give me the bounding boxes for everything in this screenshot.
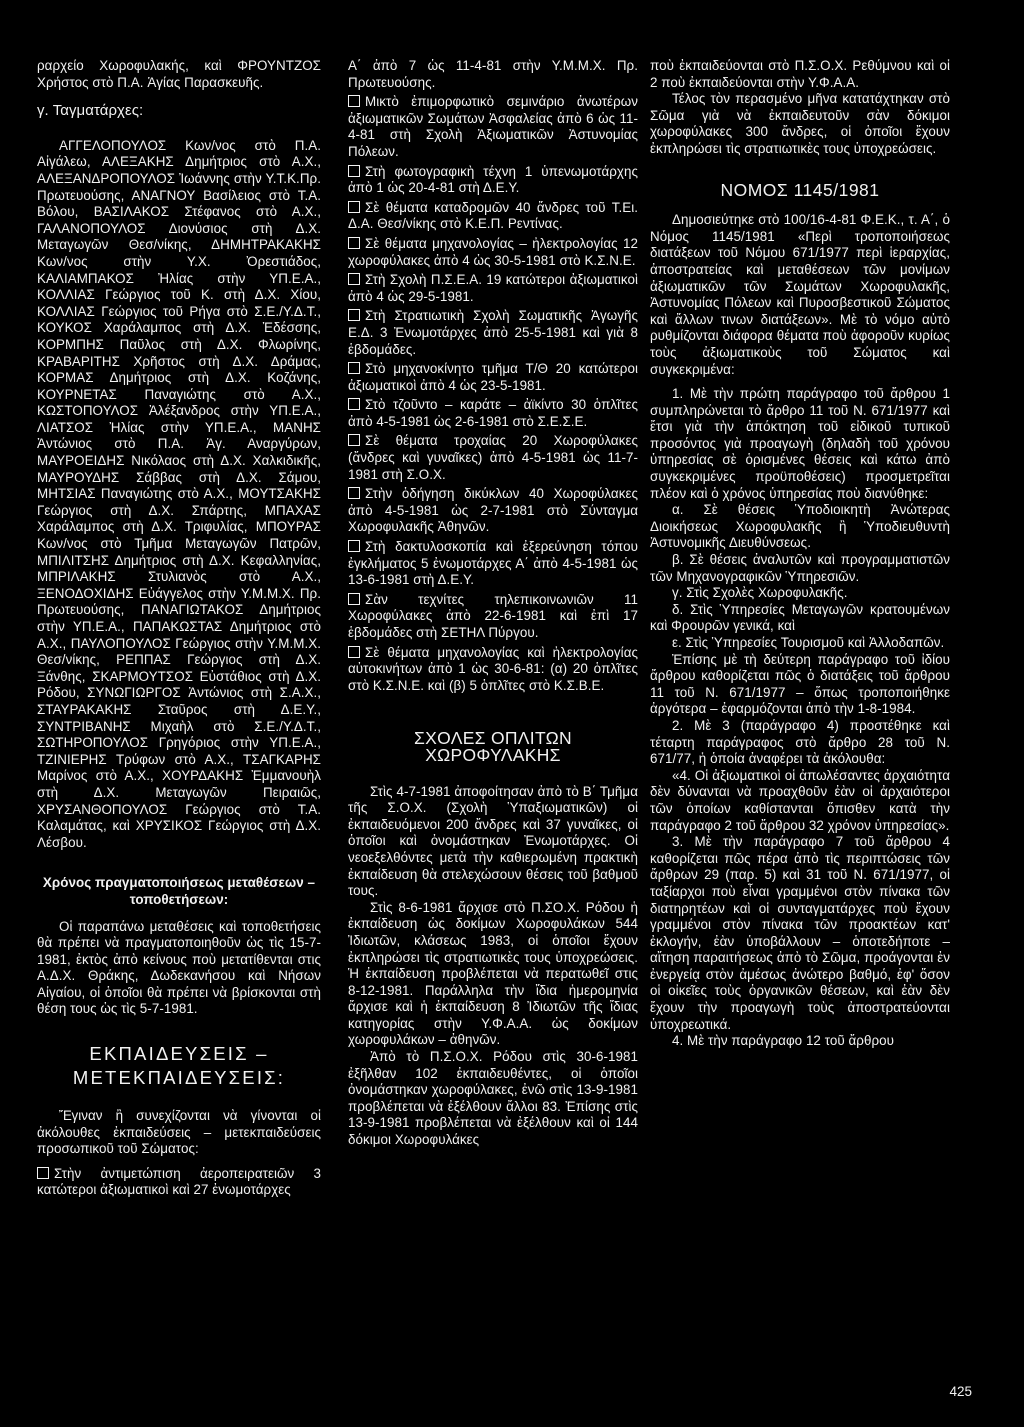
law-item-e: ε. Στὶς Ὑπηρεσίες Τουρισμοῦ καὶ Ἀλλοδαπῶν. [672,635,945,650]
subheading-majors: γ. Ταγματάρχες: [37,102,144,120]
checkbox-square-icon [348,646,360,658]
page-number: 425 [949,1384,972,1399]
checkbox-square-icon [37,1167,49,1179]
checkbox-square-icon [348,273,360,285]
bullet-item: Στὴ Στρατιωτικὴ Σχολὴ Σωματικῆς Ἀγωγῆς Ε.Δ. 3 Ἐνωμοτάρχες ἀπὸ 25-5-1981 καὶ γιὰ 8 ἑβδομάδες. [348,308,638,357]
checkbox-square-icon [348,398,360,410]
law-item-c: γ. Στὶς Σχολὲς Χωροφυλακῆς. [672,585,848,601]
section-heading-law: ΝΟΜΟΣ 1145/1981 [720,179,880,200]
section-heading-schools: ΣΧΟΛΕΣ ΟΠΛΙΤΩΝ ΧΩΡΟΦΥΛΑΚΗΣ [414,728,572,765]
bullet-item: Σὲ θέματα τροχαίας 20 Χωροφύλακες (ἄνδρες καὶ γυναῖκες) ἀπὸ 4-5-1981 ὡς 11-7-1981 στὴ Σ.Ο.Χ. [348,433,638,482]
bullet-item: Μικτὸ ἐπιμορφωτικὸ σεμινάριο ἀνωτέρων ἀξιωματικῶν Σωμάτων Ἀσφαλείας ἀπὸ 6 ὡς 11-4-81 στὴ Σχολὴ Ἀξιωματικῶν Ἀστυνομίας Πόλεων. [348,94,638,159]
checkbox-square-icon [348,309,360,321]
continuation-paragraph: ποὺ ἐκπαιδεύονται στὸ Π.Σ.Ο.Χ. Ρεθύμνου καὶ οἱ 2 ποὺ ἐκπαιδεύονται στὴν Υ.Φ.Α.Α. [650,58,950,90]
section-heading-timing: Χρόνος πραγματοποιήσεως μεταθέσεων – τοποθετήσεων: [42,875,316,907]
law-paragraph-6: 3. Μὲ τὴν παράγραφο 7 τοῦ ἄρθρου 4 καθορίζεται πῶς πέρα ἀπὸ τὶς περιπτώσεις τῶν ἄρθρων 29 (παρ. 5) καὶ 31 τοῦ Ν. 671/1977, οἱ ταξίαρχοι ποὺ εἶναι γραμμένοι στὸν πίνακα τῶν διατηρητέων καὶ οἱ συνταγματάρχες ποὺ ἔχουν γραμμένοι στὸν πίνακα τῶν προακτέων κατ' ἐκλογήν, ἐὰν ὑποβάλλουν – ὁποτεδήποτε – αἴτηση παραιτήσεως ἀπὸ τὸ Σῶμα, προάγονται ἐν ἐνεργείᾳ στὸν ἀμέσως ἀνώτερο βαθμό, ἐφ' ὅσον οἱ οἰκεῖες τοὺς ὀργανικῶν θέσεων, καὶ ἐὰν δὲν ἔχουν τὴν προαγωγὴ τοὺς ἀποστρατεύονται ὑποχρεωτικά. [650,834,950,1032]
checkbox-square-icon [348,165,360,177]
transfers-list: ΑΓΓΕΛΟΠΟΥΛΟΣ Κων/νος στὸ Π.Α. Αἰγάλεω, ΑΛΕΞΑΚΗΣ Δημήτριος στὸ Α.Χ., ΑΛΕΞΑΝΔΡΟΠΟΥΛΟΣ Ἰωάννης στὴν Υ.Τ.Κ.Πρ. Πρωτευούσης, ΑΝΑΓΝΟΥ Βασίλειος στὸ Τ.Α. Βόλου, ΒΑΣΙΛΑΚΟΣ Στέφανος στὸ Α.Χ., ΓΑΛΑΝΟΠΟΥΛΟΣ Διονύσιος στὴ Δ.Χ. Μεταγωγῶν Θεσ/νίκης, ΔΗΜΗΤΡΑΚΑΚΗΣ Κων/νος στὴν Υ.Χ. Ὀρεστιάδος, ΚΑΛΙΑΜΠΑΚΟΣ Ἠλίας στὴν ΥΠ.Ε.Α., ΚΟΛΛΙΑΣ Γεώργιος τοῦ Κ. στὴ Δ.Χ. Χίου, ΚΟΛΛΙΑΣ Γεώργιος τοῦ Ρήγα στὸ Σ.Ε./Υ.Δ.Τ., ΚΟΥΚΟΣ Χαράλαμπος στὴ Δ.Χ. Ἐδέσσης, ΚΟΡΜΠΗΣ Παῦλος στὴ Δ.Χ. Φλωρίνης, ΚΡΑΒΑΡΙΤΗΣ Χρῆστος στὴ Δ.Χ. Δράμας, ΚΟΡΜΑΣ Δημήτριος στὴ Δ.Χ. Κοζάνης, ΚΟΥΡΝΕΤΑΣ Παναγιώτης στὸ Α.Χ., ΚΩΣΤΟΠΟΥΛΟΣ Ἀλέξανδρος στὴν ΥΠ.Ε.Α., ΛΙΑΤΣΟΣ Ἠλίας στὴν ΥΠ.Ε.Α., ΜΑΝΗΣ Ἀντώνιος στὸ Π.Α. Ἁγ. Αναργύρων, ΜΑΥΡΟΕΙΔΗΣ Νικόλαος στὴ Δ.Χ. Χαλκιδικῆς, ΜΑΥΡΟΥΔΗΣ Σάββας στὴ Δ.Χ. Σάμου, ΜΗΤΣΙΑΣ Παναγιώτης στὸ Α.Χ., ΜΟΥΤΣΑΚΗΣ Γεώργιος στὴ Δ.Χ. Σπάρτης, ΜΠΑΧΑΣ Χαράλαμπος στὴ Δ.Χ. Τριφυλίας, ΜΠΟΥΡΑΣ Κων/νος στὸ Τμῆμα Μεταγωγῶν Πατρῶν, ΜΠΙΛΙΤΣΗΣ Δημήτριος στὴ Δ.Χ. Κεφαλληνίας, ΜΠΡΙΛΑΚΗΣ Στυλιανὸς στὸ Α.Χ., ΞΕΝΟΔΟΧΙΔΗΣ Εὐάγγελος στὴν Υ.Μ.Μ.Χ. Πρ. Πρωτευούσης, ΠΑΝΑΓΙΩΤΑΚΟΣ Δημήτριος στὴν ΥΠ.Ε.Α., ΠΑΠΑΚΩΣΤΑΣ Δημήτριος στὸ Α.Χ., ΠΑΥΛΟΠΟΥΛΟΣ Γεώργιος στὴν Υ.Μ.Μ.Χ. Θεσ/νίκης, ΡΕΠΠΑΣ Γεώργιος στὴ Δ.Χ. Ξάνθης, ΣΚΑΡΜΟΥΤΣΟΣ Εὐστάθιος στὴ Δ.Χ. Ρόδου, ΣΥΝΩΓΙΩΡΓΟΣ Ἀντώνιος στὴ Σ.Α.Χ., ΣΤΑΥΡΑΚΑΚΗΣ Σταῦρος στὴ Δ.Ε.Υ., ΣΥΝΤΡΙΒΑΝΗΣ Μιχαὴλ στὸ Σ.Ε./Υ.Δ.Τ., ΣΩΤΗΡΟΠΟΥΛΟΣ Γρηγόριος στὴν ΥΠ.Ε.Α., ΤΖΙΝΙΕΡΗΣ Τρύφων στὸ Α.Χ., ΤΣΑΓΚΑΡΗΣ Μαρίνος στὸ Α.Χ., ΧΟΥΡΔΑΚΗΣ Ἐμμανουὴλ στὴ Δ.Χ. Μεταγωγῶν Πειραιῶς, ΧΡΥΣΑΝΘΟΠΟΥΛΟΣ Γεώργιος στὸ Τ.Α. Καλαμάτας, καὶ ΧΡΥΣΙΚΟΣ Γεώργιος στὴ Δ.Χ. Λέσβου. [37,137,321,850]
bullet-item: Στὴν ἀντιμετώπιση ἀεροπειρατειῶν 3 κατώτεροι ἀξιωματικοὶ καὶ 27 ἐνωμοτάρχες [37,1165,321,1198]
column-middle [348,58,638,1149]
law-paragraph-4: 2. Μὲ 3 (παράγραφο 4) προστέθηκε καὶ τέταρτη παράγραφος στὸ ἄρθρο 28 τοῦ Ν. 671/77, ἡ ὁποία ἀναφέρει τὰ ἀκόλουθα: [650,717,950,767]
law-paragraph-2: 1. Μὲ τὴν πρώτη παράγραφο τοῦ ἄρθρου 1 συμπληρώνεται τὸ ἄρθρο 11 τοῦ Ν. 671/1977 καὶ ἔτσι γιὰ τὴν ἀπόκτηση τοῦ εἰδικοῦ τυπικοῦ προσόντος γιὰ προαγωγὴ (δηλαδὴ τοῦ χρόνου ὑπηρεσίας σὲ ὁρισμένες θέσεις καὶ κάτω ἀπὸ συγκεκριμένες προϋποθέσεις) προσμετρεῖται πλέον καὶ ὁ χρόνος ὑπηρεσίας ποὺ διανύθηκε: [650,386,950,501]
bullet-item: Σὲ θέματα μηχανολογίας καὶ ἠλεκτρολογίας αὐτοκινήτων ἀπὸ 1 ὡς 30-6-81: (α) 20 ὁπλῖτες στὸ Κ.Σ.Ν.Ε. καὶ (β) 5 ὁπλῖτες στὸ Κ.Σ.Β.Ε. [348,644,638,693]
law-paragraph-3: Ἐπίσης μὲ τὴ δεύτερη παράγραφο τοῦ ἰδίου ἄρθρου καθορίζεται πῶς ὁ διατάξεις τοῦ ἄρθρου 11 τοῦ Ν. 671/1977 – ὅπως τροποποιήθηκε ἀργότερα – ἐφαρμόζονται ἀπὸ τὴν 1-8-1984. [650,651,950,717]
law-item-d: δ. Στὶς Ὑπηρεσίες Μεταγωγῶν κρατουμένων καὶ Φρουρῶν γενικά, καὶ [650,601,950,634]
bullet-item: Σὲ θέματα μηχανολογίας – ἠλεκτρολογίας 12 χωροφύλακες ἀπὸ 4 ὡς 30-5-1981 στὸ Κ.Σ.Ν.Ε. [348,235,638,268]
timing-paragraph: Οἱ παραπάνω μεταθέσεις καὶ τοποθετήσεις θὰ πρέπει νὰ πραγματοποιηθοῦν ὡς τὶς 15-7-1981, ἐκτὸς ἀπὸ κείνους ποὺ μετατίθενται στις Α.Δ.Χ. Θράκης, Δωδεκανήσου καὶ Νήσων Αἰγαίου, οἱ ὁποῖοι θὰ πρέπει νὰ βρίσκονται στὴ θέση τους ὡς τὶς 5-7-1981. [37,918,321,1017]
law-item-a: α. Σὲ θέσεις Ὑποδιοικητὴ Ἀνώτερας Διοικήσεως Χωροφυλακῆς ἢ Ὑποδιευθυντὴ Ἀστυνομικῆς Διευθύνσεως. [650,502,950,551]
law-item-b: β. Σὲ θέσεις ἀναλυτῶν καὶ προγραμματιστῶν τῶν Μηχανογραφικῶν Ὑπηρεσιῶν. [650,552,950,584]
schools-paragraph-3: Ἀπὸ τὸ Π.Σ.Ο.Χ. Ρόδου στὶς 30-6-1981 ἐξῆλθαν 102 ἐκπαιδευθέντες, οἱ ὁποῖοι ὀνομάστηκαν χωροφύλακες, ἐνῶ στὶς 13-9-1981 προβλέπεται νὰ ἐξέλθουν ἄλλοι 83. Ἐπίσης στὶς 13-9-1981 προβλέπεται νὰ ἐξέλθουν καὶ οἱ 144 δόκιμοι Χωροφυλάκες [348,1049,638,1148]
checkbox-square-icon [348,95,360,107]
bullet-item: Στὴ φωτογραφικὴ τέχνη 1 ὑπενωμοτάρχης ἀπὸ 1 ὡς 20-4-81 στὴ Δ.Ε.Υ. [348,163,638,196]
continuation-paragraph: Α΄ ἀπὸ 7 ὡς 11-4-81 στὴν Υ.Μ.Μ.Χ. Πρ. Πρωτευούσης. [348,58,638,90]
schools-paragraph-2: Στὶς 8-6-1981 ἄρχισε στὸ Π.ΣΟ.Χ. Ρόδου ἡ ἐκπαίδευση ὡς δοκίμων Χωροφυλάκων 544 Ἰδιωτῶν, κλάσεως 1983, οἱ ὁποῖοι ἔχουν ἐκπληρώσει τὶς στρατιωτικὲς τους ὑποχρεώσεις. Ἡ ἐκπαίδευση προβλέπεται νὰ περατωθεῖ στις 8-12-1981. Παράλληλα τὴν ἴδια ἡμερομηνία ἄρχισε καὶ ἡ ἐκπαίδευση 8 Ἰδιωτῶν τῆς ἴδιας κατηγορίας στὴν Υ.Φ.Α.Α. ὡς δοκίμων χωροφυλάκων – ἀθηνῶν. [348,899,638,1048]
bullet-item: Στὸ τζοῦντο – καράτε – ἀϊκίντο 30 ὁπλῖτες ἀπὸ 4-5-1981 ὡς 2-6-1981 στὸ Σ.Ε.Σ.Ε. [348,397,638,429]
law-paragraph-1: Δημοσιεύτηκε στὸ 100/16-4-81 Φ.Ε.Κ., τ. Α΄, ὁ Νόμος 1145/1981 «Περὶ τροποποιήσεως διατάξεων τοῦ Νόμου 671/1977 περὶ ἱεραρχίας, ἀποστρατείας καὶ μεταθέσεων τῶν μονίμων ἀξιωματικῶν τῶν Σωμάτων Χωροφυλακῆς, Ἀστυνομίας Πόλεων καὶ Πυροσβεστικοῦ Σώματος καὶ ἄλλων τινων διατάξεων». Μὲ τὸ νόμο αὐτὸ ρυθμίζονται διάφορα θέματα ποὺ ἀφοροῦν κυρίως τοὺς ἀξιωματικοὺς τοῦ Σώματος καὶ συγκεκριμένα: [650,212,950,377]
bullet-item: Σὲ θέματα καταδρομῶν 40 ἄνδρες τοῦ Τ.Ει. Δ.Α. Θεσ/νίκης στὸ Κ.Ε.Π. Ρεντίνας. [348,199,638,232]
checkbox-square-icon [348,362,360,374]
bullet-item: Στὴ Σχολὴ Π.Σ.Ε.Α. 19 κατώτεροι ἀξιωματικοὶ ἀπὸ 4 ὡς 29-5-1981. [348,272,638,304]
checkbox-square-icon [348,434,360,446]
checkbox-square-icon [348,593,360,605]
training-intro: Ἔγιναν ἢ συνεχίζονται νὰ γίνονται οἱ ἀκόλουθες ἐκπαιδεύσεις – μετεκπαιδεύσεις προσωπικοῦ τοῦ Σώματος: [37,1108,321,1157]
intro-paragraph: ραρχείο Χωροφυλακής, καὶ ΦΡΟΥΝΤΖΟΣ Χρήστος στὸ Π.Α. Ἁγίας Παρασκευῆς. [37,58,321,90]
heading-line-1: ΕΚΠΑΙΔΕΥΣΕΙΣ – [89,1043,269,1065]
checkbox-square-icon [348,237,360,249]
column-left [37,58,321,1199]
column-right [650,58,950,1050]
bullet-item: Σὰν τεχνίτες τηλεπικοινωνιῶν 11 Χωροφύλακες ἀπὸ 22-6-1981 καὶ ἐπὶ 17 ἑβδομάδες στὴ ΣΕΤΗΛ Πύργου. [348,591,638,640]
heading-line-2: ΜΕΤΕΚΠΑΙΔΕΥΣΕΙΣ: [72,1067,286,1089]
checkbox-square-icon [348,201,360,213]
law-paragraph-7: 4. Μὲ τὴν παράγραφο 12 τοῦ ἄρθρου [672,1033,894,1049]
checkbox-square-icon [348,540,360,552]
law-paragraph-5: «4. Οἱ ἀξιωματικοὶ οἱ ἀπωλέσαντες ἀρχαιότητα δὲν δύνανται νὰ προαχθοῦν ἐὰν οἱ ἀρχαιότεροι τῶν ὁποίων καθίστανται ὅπισθεν κατὰ τὴν παράγραφο 2 τοῦ ἄρθρου 32 χρόνον ὑπηρεσίας». [650,767,950,833]
schools-paragraph-1: Στὶς 4-7-1981 ἀποφοίτησαν ἀπὸ τὸ Β΄ Τμῆμα τῆς Σ.Ο.Χ. (Σχολὴ Ὑπαξιωματικῶν) οἱ ἐκπαιδευόμενοι 200 ἄνδρες καὶ 37 γυναῖκες, οἱ ὁποῖοι καὶ ὀνομάστηκαν Ἐνωμοτάρχες. Οἱ νεοεξελθόντες μετὰ τὴν καθιερωμένη πρακτικὴ ἐκπαίδευση θὰ στελεχώσουν θέσεις τοῦ βαθμοῦ τους. [348,783,638,899]
bullet-item: Στὴν ὁδήγηση δικύκλων 40 Χωροφύλακες ἀπὸ 4-5-1981 ὡς 2-7-1981 στὸ Σύνταγμα Χωροφυλακῆς Ἀθηνῶν. [348,486,638,535]
enlistment-paragraph: Τέλος τὸν περασμένο μῆνα κατατάχτηκαν στὸ Σῶμα γιὰ νὰ ἐκπαιδευτοῦν σὰν δόκιμοι χωροφύλακες 300 ἄνδρες, οἱ ὁποῖοι ἔχουν ἐκπληρώσει τὶς στρατιωτικὲς τους ὑποχρεώσεις. [650,91,950,156]
checkbox-square-icon [348,487,360,499]
section-heading-training [37,1042,321,1090]
bullet-item: Στὴ δακτυλοσκοπία καὶ ἐξερεύνηση τόπου ἐγκλήματος 5 ἐνωμοτάρχες Α΄ ἀπὸ 4-5-1981 ὡς 13-6-1981 στὴ Δ.Ε.Υ. [348,539,638,588]
bullet-item: Στὸ μηχανοκίνητο τμῆμα Τ/Θ 20 κατώτεροι ἀξιωματικοὶ ἀπὸ 4 ὡς 23-5-1981. [348,361,638,393]
